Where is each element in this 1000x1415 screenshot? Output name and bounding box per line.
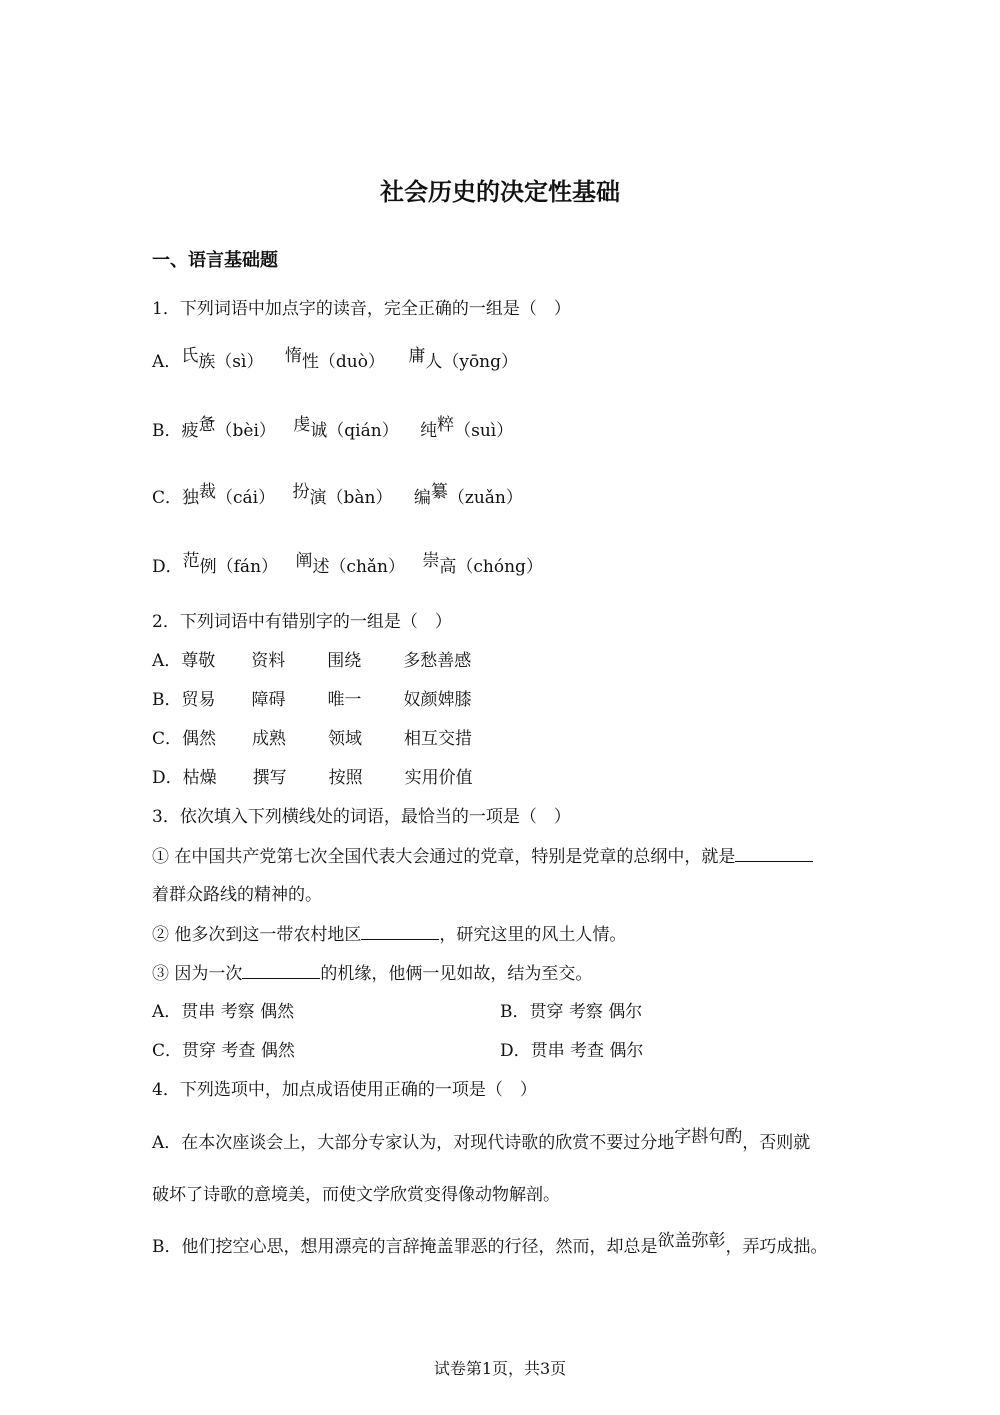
question-1-stem: 1．下列词语中加点字的读音，完全正确的一组是（ ） bbox=[152, 299, 571, 319]
question-1-option-c: C．独裁（cái） 扮演（bàn） 编纂（zuǎn） bbox=[152, 482, 523, 508]
question-3-option-b: B．贯穿 考察 偶尔 bbox=[500, 1002, 643, 1022]
page-title: 社会历史的决定性基础 bbox=[380, 178, 620, 206]
question-3-option-c: C．贯穿 考查 偶然 bbox=[152, 1041, 295, 1061]
question-4-option-a: A．在本次座谈会上，大部分专家认为，对现代诗歌的欣赏不要过分地字斟句酌，否则就 bbox=[152, 1127, 811, 1153]
question-2-option-c: C．偶然 成熟 领域 相互交措 bbox=[152, 729, 473, 749]
question-2-option-b: B．贸易 障碍 唯一 奴颜婢膝 bbox=[152, 690, 472, 710]
question-3-sentence-3: ③ 因为一次 的机缘，他俩一见如故，结为至交。 bbox=[152, 964, 593, 984]
answer-blank bbox=[361, 923, 439, 940]
question-2-stem: 2．下列词语中有错别字的一组是（ ） bbox=[152, 612, 452, 632]
question-1-option-a: A．氏族（sì） 惰性（duò） 庸人（yōng） bbox=[152, 346, 519, 372]
question-4-option-b: B．他们挖空心思，想用漂亮的言辞掩盖罪恶的行径，然而，却总是欲盖弥彰，弄巧成拙。 bbox=[152, 1231, 828, 1257]
question-4-stem: 4．下列选项中，加点成语使用正确的一项是（ ） bbox=[152, 1080, 537, 1100]
question-1-option-b: B．疲惫（bèi） 虔诚（qián） 纯粹（suì） bbox=[152, 415, 514, 441]
page-footer: 试卷第1页，共3页 bbox=[433, 1359, 567, 1378]
question-3-stem: 3．依次填入下列横线处的词语，最恰当的一项是（ ） bbox=[152, 807, 571, 827]
question-3-sentence-1-cont: 着群众路线的精神的。 bbox=[152, 885, 322, 905]
question-1-option-d: D．范例（fán） 阐述（chǎn） 崇高（chóng） bbox=[152, 551, 543, 577]
answer-blank bbox=[242, 962, 320, 979]
question-2-option-d: D．枯燥 撰写 按照 实用价值 bbox=[152, 768, 473, 788]
question-2-option-a: A．尊敬 资料 围绕 多愁善感 bbox=[152, 651, 472, 671]
answer-blank bbox=[735, 845, 813, 862]
question-3-option-d: D．贯串 考查 偶尔 bbox=[500, 1041, 644, 1061]
question-4-option-a-cont: 破坏了诗歌的意境美，而使文学欣赏变得像动物解剖。 bbox=[152, 1185, 560, 1205]
question-3-option-a: A．贯串 考察 偶然 bbox=[152, 1002, 295, 1022]
section-heading: 一、语言基础题 bbox=[152, 250, 278, 271]
question-3-sentence-2: ② 他多次到这一带农村地区 ，研究这里的风土人情。 bbox=[152, 925, 627, 945]
question-3-sentence-1: ① 在中国共产党第七次全国代表大会通过的党章，特别是党章的总纲中，就是 bbox=[152, 845, 813, 868]
